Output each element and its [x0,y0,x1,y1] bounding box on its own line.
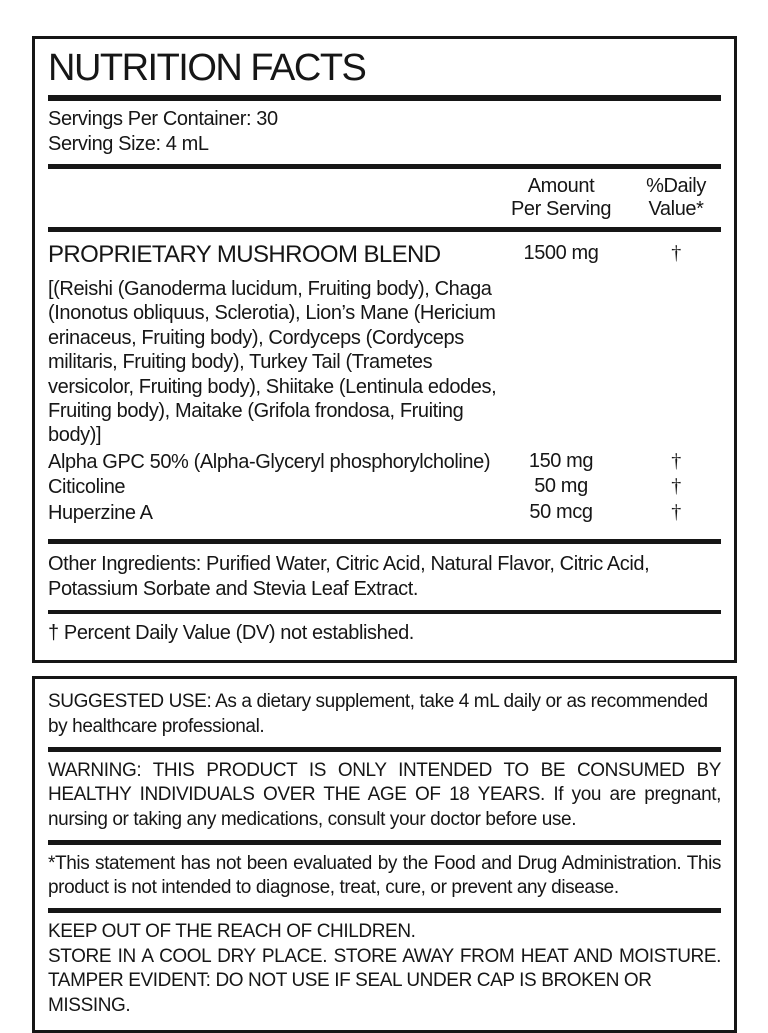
warning-statement: WARNING: THIS PRODUCT IS ONLY INTENDED TO BE CONSUMED BY HEALTHY INDIVIDUALS OVER THE AGE OF 18 YEARS. If you are pregnant, nursing or taking any medications, consult your doctor before use. [48,759,721,830]
text-line: militaris, Fruiting body), Turkey Tail (Trametes [48,351,433,374]
suggested-use: SUGGESTED USE: As a dietary supplement, take 4 mL daily or as recommended by healthcare professional. [48,691,708,737]
text-line: KEEP OUT OF THE REACH OF CHILDREN. [48,920,416,942]
blend-dv-dagger: † [671,241,681,264]
divider [48,164,721,169]
divider [48,539,721,544]
text-line: Per Serving [510,197,612,220]
ingredient-row-huperzine-a [48,501,721,527]
ingredient-dv-dagger: † [671,449,681,472]
text-line: (Inonotus obliquus, Sclerotia), Lion’s Mane (Hericium [48,302,496,325]
daily-value-footnote: † Percent Daily Value (DV) not established. [48,621,414,644]
ingredient-row-citicoline [48,475,721,501]
panel-title: NUTRITION FACTS [48,47,366,89]
divider [48,610,721,614]
text-line: Value* [648,197,704,220]
divider [48,95,721,101]
ingredient-name: Alpha GPC 50% (Alpha-Glyceryl phosphorylcholine) [48,450,491,473]
ingredient-amount: 50 mg [534,475,588,498]
text-line: body)] [48,424,102,447]
ingredient-name: Huperzine A [48,501,153,524]
nutrition-facts-panel [32,36,737,663]
blend-name: PROPRIETARY MUSHROOM BLEND [48,240,441,268]
other-ingredients: Other Ingredients: Purified Water, Citric Acid, Natural Flavor, Citric Acid, Potassium Sorbate and Stevia Leaf Extract. [48,552,650,600]
usage-warnings-panel [32,676,737,1033]
text-line: [(Reishi (Ganoderma lucidum, Fruiting body), Chaga [48,278,492,301]
ingredient-dv-dagger: † [671,500,681,523]
blend-description [48,277,721,448]
divider [48,840,721,845]
serving-info [48,107,721,158]
divider [48,747,721,752]
ingredient-name: Citicoline [48,476,126,499]
storage-instructions [48,920,721,1019]
text-line: versicolor, Fruiting body), Shiitake (Lentinula edodes, [48,375,497,398]
fda-disclaimer: *This statement has not been evaluated by the Food and Drug Administration. This product is not intended to diagnose, treat, cure, or prevent any disease. [48,852,721,899]
text-line: STORE IN A COOL DRY PLACE. STORE AWAY FROM HEAT AND MOISTURE. [48,945,721,967]
serving-size: Serving Size: 4 mL [48,133,209,156]
divider [48,908,721,913]
text-line: Amount [527,174,595,197]
ingredient-dv-dagger: † [671,475,681,498]
amount-per-serving-header [491,175,631,221]
blend-row [48,242,721,268]
text-line: Fruiting body), Maitake (Grifola frondosa, Fruiting [48,400,464,423]
ingredient-row-alpha-gpc [48,450,721,476]
divider [48,227,721,232]
text-line: TAMPER EVIDENT: DO NOT USE IF SEAL UNDER CAP IS BROKEN OR MISSING. [48,970,652,1017]
ingredient-amount: 50 mcg [529,500,593,523]
ingredient-amount: 150 mg [528,449,594,472]
blend-amount: 1500 mg [523,241,599,264]
text-line: erinaceus, Fruiting body), Cordyceps (Cordyceps [48,326,464,349]
servings-per-container: Servings Per Container: 30 [48,107,278,130]
text-line: %Daily [646,174,706,197]
column-header-row [48,175,721,221]
daily-value-header [631,175,721,221]
